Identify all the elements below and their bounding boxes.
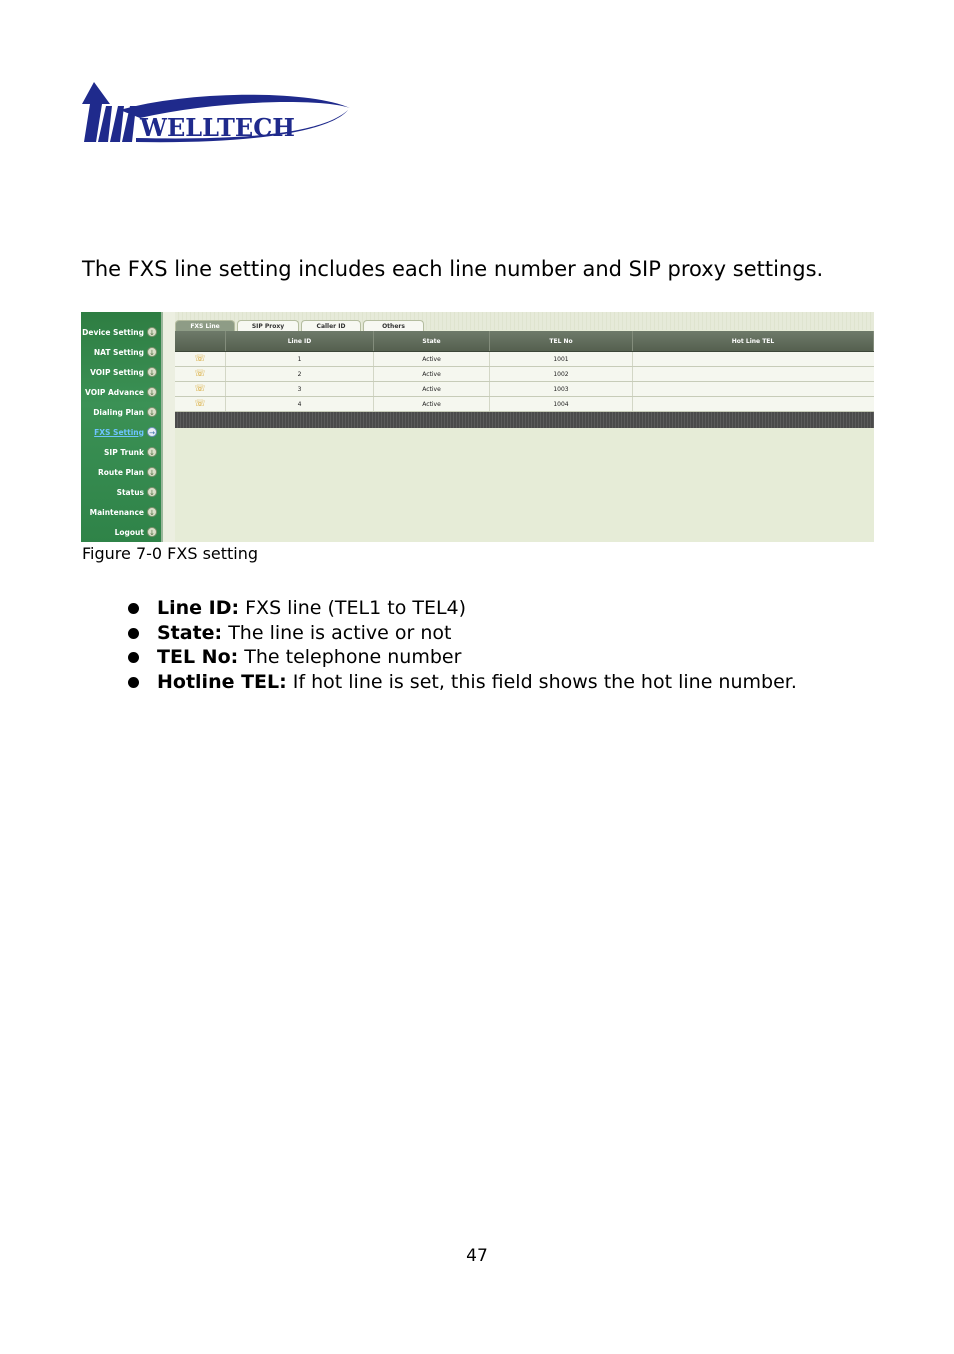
line-id-cell: 3 [226, 382, 374, 396]
sidebar-item-label: VOIP Advance [85, 387, 144, 397]
arrow-down-icon: ↓ [147, 327, 157, 337]
sidebar-item-label: Status [116, 487, 144, 497]
sidebar-item-dialing-plan[interactable] [93, 402, 157, 422]
sidebar-item-label: FXS Setting [94, 427, 144, 437]
sidebar-item-fxs-setting[interactable] [94, 422, 157, 442]
table-row[interactable] [175, 352, 874, 367]
content-panel [175, 312, 874, 542]
sidebar-item-logout[interactable] [115, 522, 157, 542]
column-header-hot-line-tel: Hot Line TEL [633, 331, 874, 351]
arrow-down-icon: ↓ [147, 347, 157, 357]
sidebar-item-label: Route Plan [97, 467, 144, 477]
sidebar [81, 312, 163, 542]
list-item: Line ID: FXS line (TEL1 to TEL4) [128, 596, 797, 621]
tab-caller-id[interactable]: Caller ID [301, 320, 361, 331]
phone-edit-icon[interactable]: ☏ [175, 397, 226, 411]
fxs-setting-screenshot [81, 312, 874, 542]
arrow-down-icon: ↓ [147, 407, 157, 417]
tab-sip-proxy[interactable]: SIP Proxy [237, 320, 299, 331]
arrow-down-icon: ↓ [147, 507, 157, 517]
hot-line-tel-cell [633, 352, 874, 366]
tab-fxs-line[interactable]: FXS Line [175, 320, 235, 331]
tel-no-cell: 1002 [490, 367, 633, 381]
page-number: 47 [466, 1246, 488, 1266]
line-id-cell: 1 [226, 352, 374, 366]
tab-others[interactable]: Others [363, 320, 424, 331]
table-row[interactable] [175, 382, 874, 397]
tel-no-cell: 1003 [490, 382, 633, 396]
field-description-list [128, 596, 797, 695]
arrow-down-icon: ↓ [147, 487, 157, 497]
phone-edit-icon[interactable]: ☏ [175, 367, 226, 381]
line-id-cell: 2 [226, 367, 374, 381]
bullet-icon [128, 652, 139, 663]
table-header-row [175, 331, 874, 352]
column-header-tel-no: TEL No [490, 331, 633, 351]
table-row[interactable] [175, 397, 874, 412]
state-cell: Active [374, 397, 490, 411]
tab-bar [175, 320, 426, 331]
sidebar-item-route-plan[interactable] [98, 462, 157, 482]
fxs-line-table [175, 331, 874, 428]
state-cell: Active [374, 367, 490, 381]
state-cell: Active [374, 352, 490, 366]
list-item: State: The line is active or not [128, 621, 797, 646]
sidebar-item-maintenance[interactable] [90, 502, 157, 522]
bullet-icon [128, 677, 139, 688]
table-footer-bar [175, 412, 874, 428]
sidebar-item-nat-setting[interactable] [94, 342, 157, 362]
sidebar-item-voip-advance[interactable] [85, 382, 157, 402]
tel-no-cell: 1001 [490, 352, 633, 366]
arrow-down-icon: ↓ [147, 387, 157, 397]
state-cell: Active [374, 382, 490, 396]
arrow-down-icon: ↓ [147, 527, 157, 537]
svg-text:WELLTECH: WELLTECH [140, 113, 295, 142]
hot-line-tel-cell [633, 382, 874, 396]
sidebar-item-label: SIP Trunk [104, 447, 144, 457]
phone-edit-icon[interactable]: ☏ [175, 352, 226, 366]
arrow-down-icon: ↓ [147, 367, 157, 377]
sidebar-item-device-setting[interactable] [82, 322, 157, 342]
sidebar-item-label: Maintenance [89, 507, 144, 517]
sidebar-item-label: NAT Setting [93, 347, 144, 357]
sidebar-item-label: Dialing Plan [93, 407, 144, 417]
figure-caption: Figure 7-0 FXS setting [82, 544, 259, 563]
sidebar-item-label: VOIP Setting [90, 367, 144, 377]
sidebar-item-label: Logout [114, 527, 144, 537]
arrow-down-icon: ↓ [147, 447, 157, 457]
sidebar-item-label: Device Setting [82, 327, 144, 337]
arrow-right-icon: → [147, 427, 157, 437]
hot-line-tel-cell [633, 397, 874, 411]
welltech-logo [80, 80, 355, 146]
column-header-icon [175, 331, 226, 351]
list-item: Hotline TEL: If hot line is set, this field shows the hot line number. [128, 670, 797, 695]
bullet-icon [128, 628, 139, 639]
sidebar-item-voip-setting[interactable] [90, 362, 157, 382]
column-header-line-id: Line ID [226, 331, 374, 351]
bullet-icon [128, 603, 139, 614]
hot-line-tel-cell [633, 367, 874, 381]
phone-edit-icon[interactable]: ☏ [175, 382, 226, 396]
table-row[interactable] [175, 367, 874, 382]
tel-no-cell: 1004 [490, 397, 633, 411]
intro-paragraph: The FXS line setting includes each line number and SIP proxy settings. [82, 257, 824, 281]
sidebar-item-status[interactable] [117, 482, 157, 502]
column-header-state: State [374, 331, 490, 351]
list-item: TEL No: The telephone number [128, 645, 797, 670]
arrow-down-icon: ↓ [147, 467, 157, 477]
line-id-cell: 4 [226, 397, 374, 411]
sidebar-item-sip-trunk[interactable] [104, 442, 157, 462]
